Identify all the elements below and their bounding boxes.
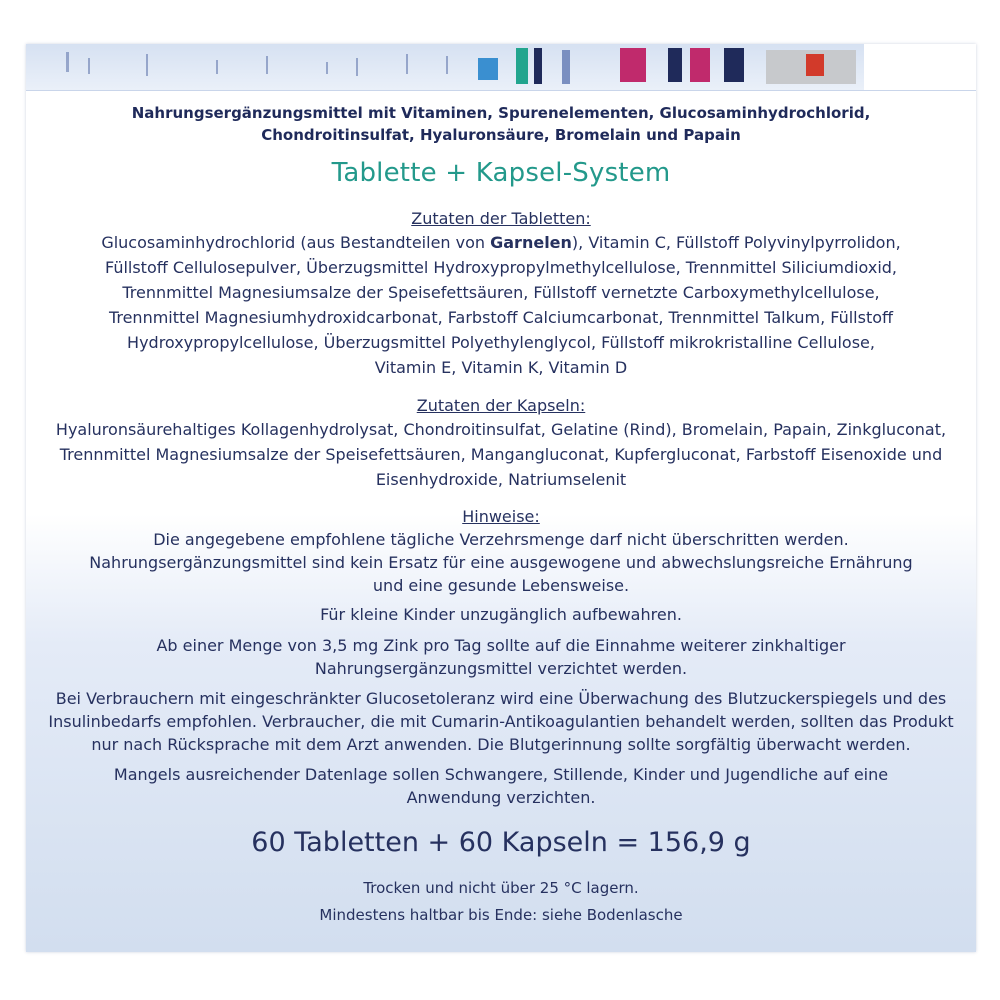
notes-line: Anwendung verzichten. (406, 788, 596, 807)
top-flap (26, 44, 976, 91)
package-quantity: 60 Tabletten + 60 Kapseln = 156,9 g (251, 827, 751, 858)
storage-instructions: Trocken und nicht über 25 °C lagern. (363, 879, 639, 897)
tablets-ingredients-line: Trennmittel Magnesiumsalze der Speisefettsäuren, Füllstoff vernetzte Carboxymethylcellulose, (122, 283, 880, 302)
notes-heading: Hinweise: (462, 507, 540, 526)
notes-line: Für kleine Kinder unzugänglich aufbewahren. (320, 605, 682, 624)
notes-line: Ab einer Menge von 3,5 mg Zink pro Tag sollte auf die Einnahme weiterer zinkhaltiger (156, 636, 846, 655)
tablets-ingredients-line: Hydroxypropylcellulose, Überzugsmittel Polyethylenglycol, Füllstoff mikrokristalline Cellulose, (127, 333, 875, 352)
notes-line: Die angegebene empfohlene tägliche Verzehrsmenge darf nicht überschritten werden. (153, 530, 849, 549)
notes-line: Bei Verbrauchern mit eingeschränkter Glucosetoleranz wird eine Überwachung des Blutzuckerspiegels und des (55, 689, 947, 708)
system-title: Tablette + Kapsel-System (331, 158, 671, 188)
notes-line: und eine gesunde Lebensweise. (372, 576, 630, 595)
capsules-ingredients-line: Eisenhydroxide, Natriumselenit (375, 470, 627, 489)
tablets-ingredients-line: Vitamin E, Vitamin K, Vitamin D (374, 358, 628, 377)
best-before-note: Mindestens haltbar bis Ende: siehe Bodenlasche (319, 906, 683, 924)
tablets-ingredients-line: Füllstoff Cellulosepulver, Überzugsmittel Hydroxypropylmethylcellulose, Trennmittel Siliciumdioxid, (104, 258, 898, 277)
tablets-ingredients-line: Glucosaminhydrochlorid (aus Bestandteilen von Garnelen), Vitamin C, Füllstoff Polyvinylpyrrolidon, (101, 233, 901, 252)
notes-line: Insulinbedarfs empfohlen. Verbraucher, die mit Cumarin-Antikoagulantien behandelt werden, sollten das Produkt (48, 712, 954, 731)
capsules-ingredients-line: Trennmittel Magnesiumsalze der Speisefettsäuren, Mangangluconat, Kupfergluconat, Farbstoff Eisenoxide und (59, 445, 943, 464)
tablets-ingredients-heading: Zutaten der Tabletten: (411, 209, 591, 228)
notes-line: Nahrungsergänzungsmittel verzichtet werden. (314, 659, 688, 678)
notes-line: nur nach Rücksprache mit dem Arzt anwenden. Die Blutgerinnung sollte sorgfältig überwacht werden. (91, 735, 911, 754)
allergen-highlight: Garnelen (490, 233, 572, 252)
capsules-ingredients-heading: Zutaten der Kapseln: (416, 396, 586, 415)
product-description-line-1: Nahrungsergänzungsmittel mit Vitaminen, Spurenelementen, Glucosaminhydrochlorid, (131, 104, 871, 122)
capsules-ingredients-line: Hyaluronsäurehaltiges Kollagenhydrolysat, Chondroitinsulfat, Gelatine (Rind), Bromelain, Papain, Zinkgluconat, (55, 420, 947, 439)
notes-line: Nahrungsergänzungsmittel sind kein Ersatz für eine ausgewogene und abwechslungsreiche Ernährung (89, 553, 913, 572)
tablets-ingredients-line: Trennmittel Magnesiumhydroxidcarbonat, Farbstoff Calciumcarbonat, Trennmittel Talkum, Füllstoff (108, 308, 894, 327)
notes-line: Mangels ausreichender Datenlage sollen Schwangere, Stillende, Kinder und Jugendliche auf eine (113, 765, 889, 784)
package-back-panel (26, 44, 976, 952)
product-description-line-2: Chondroitinsulfat, Hyaluronsäure, Bromelain und Papain (261, 126, 741, 144)
